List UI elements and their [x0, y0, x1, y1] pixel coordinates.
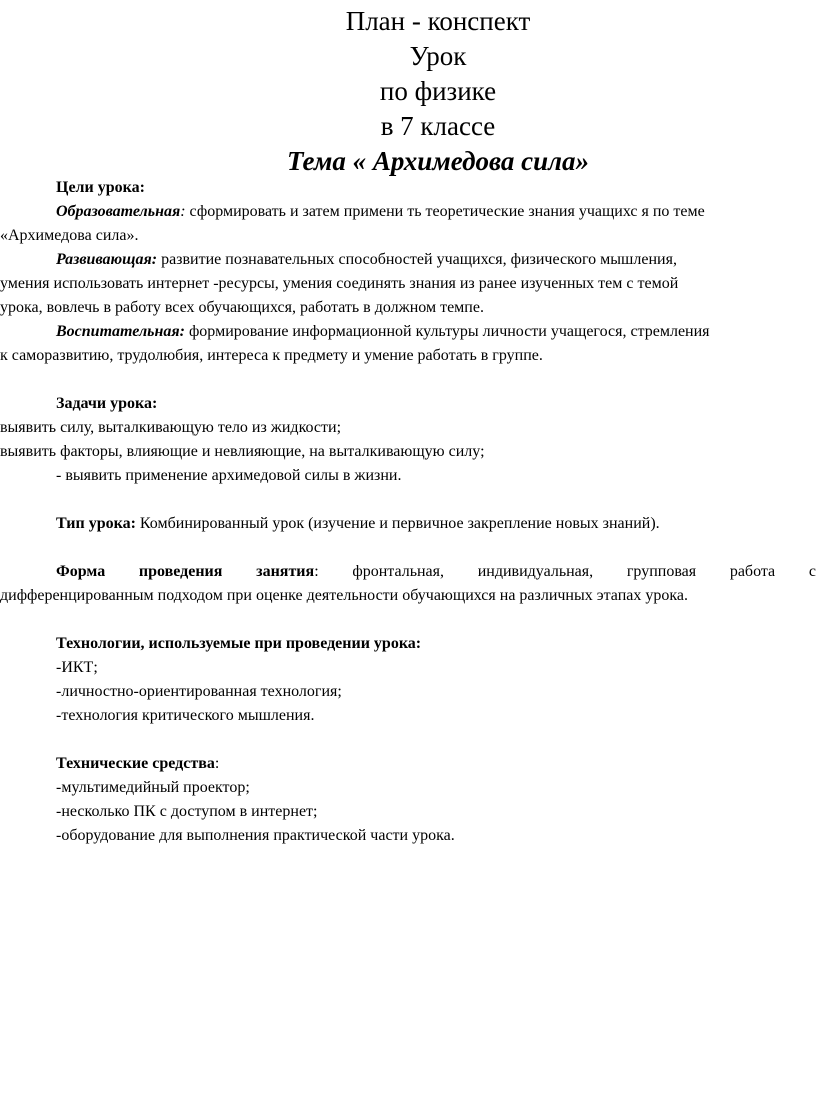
lesson-form: Форма проведения занятия: фронтальная, индивидуальная, групповая работа с: [0, 560, 816, 584]
technical-item: -оборудование для выполнения практической части урока.: [56, 827, 455, 844]
lesson-form-word: индивидуальная,: [477, 563, 594, 580]
lesson-form-label-word: Форма: [56, 563, 106, 580]
lesson-form-label-word: проведения: [138, 563, 223, 580]
goal-educational-cont: «Архимедова сила».: [0, 227, 139, 244]
goals-heading: Цели урока:: [56, 179, 145, 196]
goal-educational-label: Образовательная: [56, 203, 181, 220]
title-line-grade: в 7 классе: [380, 111, 496, 141]
lesson-form-word: групповая: [626, 563, 697, 580]
technical-heading: Технические средства:: [56, 755, 220, 772]
goal-educational: Образовательная: сформировать и затем примени ть теоретические знания учащихс я по теме: [56, 203, 705, 220]
goal-developing: Развивающая: развитие познавательных способностей учащихся, физического мышления,: [56, 251, 677, 268]
document-title-block: [0, 4, 816, 179]
lesson-type-label: Тип урока:: [56, 515, 136, 532]
task-item: выявить факторы, влияющие и невлияющие, на выталкивающую силу;: [0, 443, 485, 460]
document-body: [0, 176, 816, 848]
goal-developing-cont-1: умения использовать интернет -ресурсы, умения соединять знания из ранее изученных тем с темой: [0, 275, 679, 292]
technology-item: -личностно-ориентированная технология;: [56, 683, 342, 700]
lesson-form-label-word: занятия: [256, 563, 315, 580]
tasks-heading: Задачи урока:: [56, 395, 158, 412]
title-line-subject: по физике: [379, 76, 497, 106]
goal-upbringing-cont: к саморазвитию, трудолюбия, интереса к предмету и умение работать в группе.: [0, 347, 543, 364]
lesson-form-cont: дифференцированным подходом при оценке деятельности обучающихся на различных этапах урока.: [0, 587, 688, 604]
technology-item: -ИКТ;: [56, 659, 98, 676]
lesson-form-word: с: [808, 563, 816, 580]
lesson-form-word: фронтальная,: [352, 563, 445, 580]
goal-upbringing: Воспитательная: формирование информационной культуры личности учащегося, стремления: [56, 323, 710, 340]
task-item: - выявить применение архимедовой силы в жизни.: [56, 467, 402, 484]
technical-item: -несколько ПК с доступом в интернет;: [56, 803, 318, 820]
technical-item: -мультимедийный проектор;: [56, 779, 250, 796]
lesson-type: Тип урока: Комбинированный урок (изучение и первичное закрепление новых знаний).: [56, 515, 660, 532]
title-line-topic: Тема « Архимедова сила»: [287, 146, 589, 176]
lesson-form-word: работа: [729, 563, 776, 580]
title-line-plan: План - конспект: [345, 6, 531, 36]
technology-item: -технология критического мышления.: [56, 707, 315, 724]
title-line-lesson: Урок: [409, 41, 467, 71]
goal-developing-cont-2: урока, вовлечь в работу всех обучающихся, работать в должном темпе.: [0, 299, 484, 316]
technologies-heading: Технологии, используемые при проведении урока:: [56, 635, 422, 652]
goal-developing-label: Развивающая:: [56, 251, 158, 268]
goal-upbringing-label: Воспитательная:: [56, 323, 185, 340]
task-item: выявить силу, выталкивающую тело из жидкости;: [0, 419, 342, 436]
